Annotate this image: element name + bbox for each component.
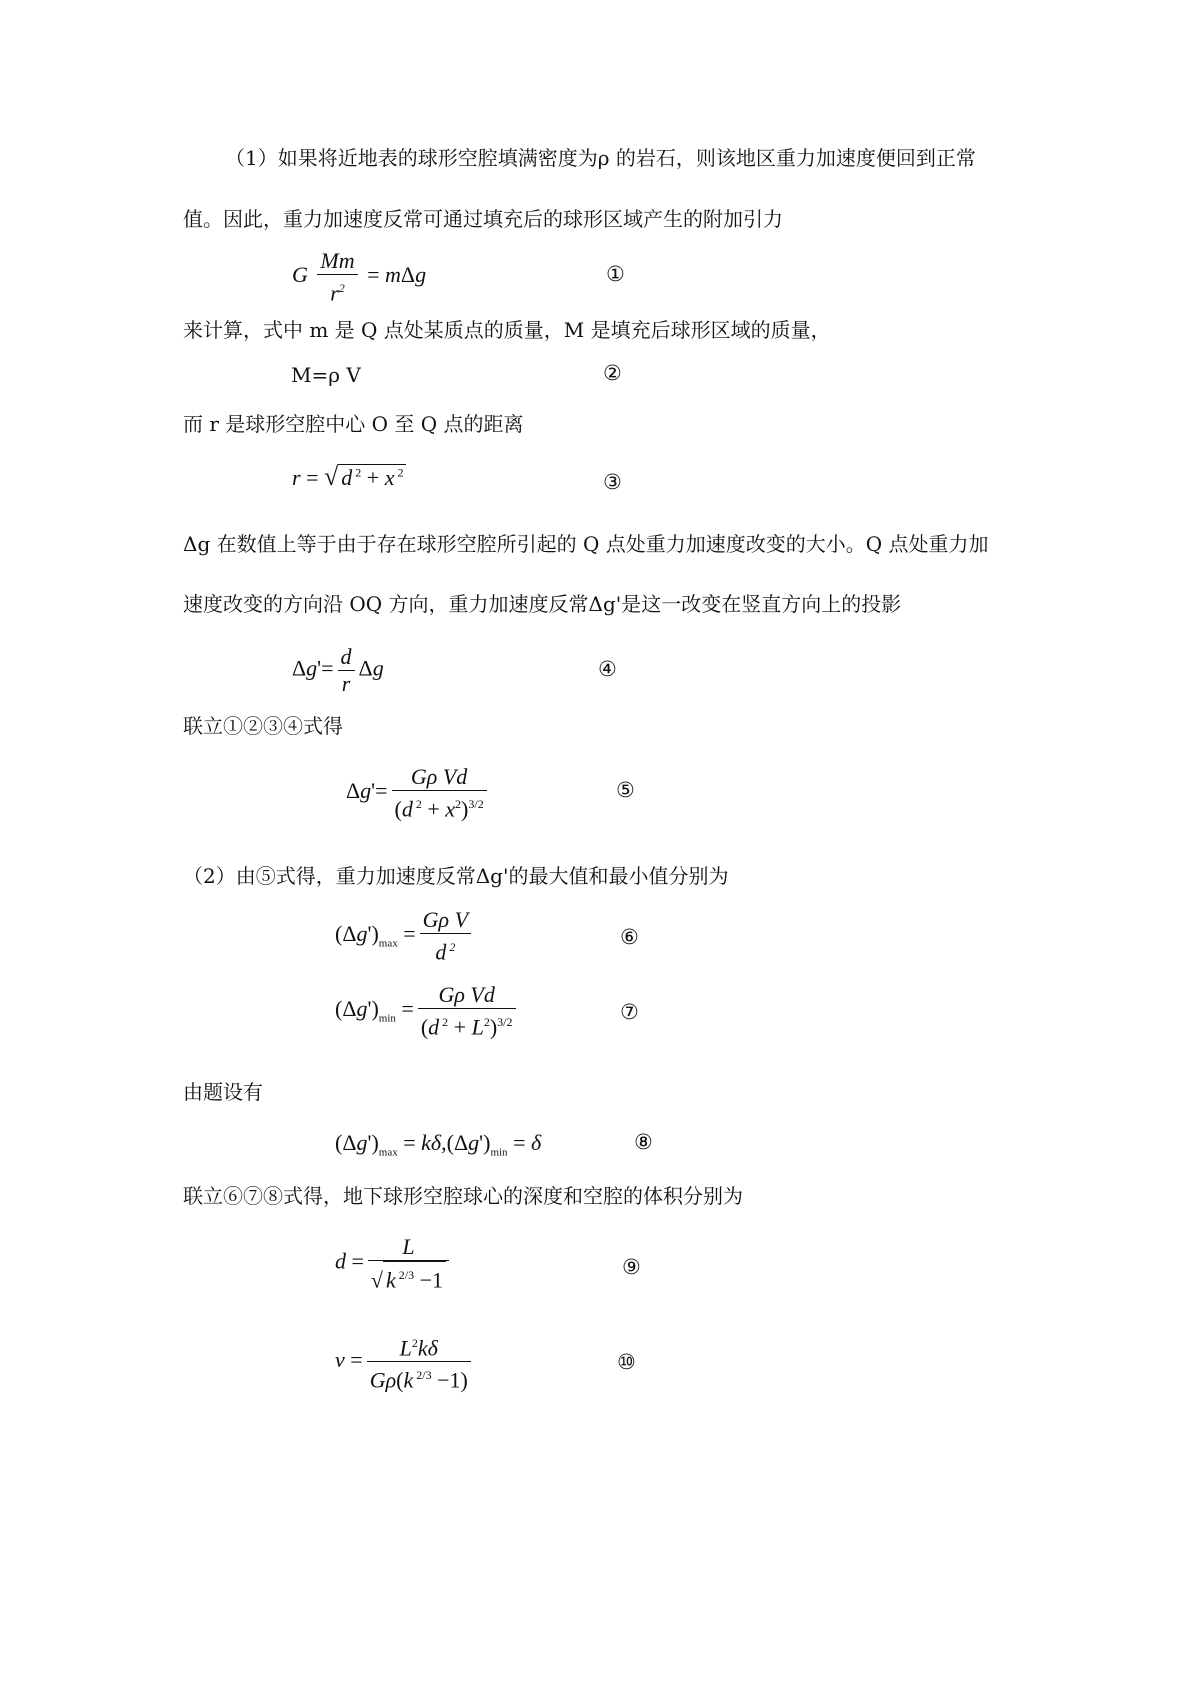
equation-7: $(\Delta g')_{min}$ = $\frac{\text{Gρ Vd}}{(d ^2 + L^2)^{3/2}}$ (335, 982, 520, 1040)
equation-marker-6: ⑥ (620, 925, 639, 949)
equation-9: d = $\frac{L}{√ k ^{2/3} -1}$ (335, 1234, 453, 1293)
text-delta-g-line-1: Δg 在数值上等于由于存在球形空腔所引起的 Q 点处重力加速度改变的大小。Q 点处重力加 (183, 532, 989, 556)
equation-6: $(\Delta g')_{max}$ = $\frac{\text{Gρ V}}{d ^2}$ (335, 907, 475, 965)
paragraph-1-line-2: 值。因此，重力加速度反常可通过填充后的球形区域产生的附加引力 (183, 207, 783, 231)
equation-marker-8: ⑧ (634, 1130, 653, 1154)
text-given: 由题设有 (183, 1080, 263, 1104)
text-combine-2: 联立⑥⑦⑧式得，地下球形空腔球心的深度和空腔的体积分别为 (183, 1184, 743, 1208)
equation-marker-5: ⑤ (616, 778, 635, 802)
text-delta-g-line-2: 速度改变的方向沿 OQ 方向，重力加速度反常Δg'是这一改变在竖直方向上的投影 (183, 592, 902, 616)
equation-1: G $\frac{Mm}{r^2}$ = mΔg (292, 248, 427, 306)
equation-marker-9: ⑨ (622, 1255, 641, 1279)
equation-marker-4: ④ (598, 657, 617, 681)
text-distance-definition: 而 r 是球形空腔中心 O 至 Q 点的距离 (183, 412, 524, 436)
text-mass-definition: 来计算，式中 m 是 Q 点处某质点的质量，M 是填充后球形区域的质量， (183, 318, 831, 342)
equation-marker-10: ⑩ (617, 1350, 636, 1374)
equation-4: Δg'= $\frac{d}{r}$ Δg (292, 644, 384, 696)
equation-marker-1: ① (606, 262, 625, 286)
equation-5: Δg'= $\frac{\text{Gρ Vd}}{(d ^2 + x^2)^{3/2}}$ (346, 764, 491, 822)
text-part-2: （2）由⑤式得，重力加速度反常Δg'的最大值和最小值分别为 (183, 864, 729, 888)
equation-2: M=ρ V (291, 363, 361, 387)
equation-8: $(\Delta g')_{max} = k\delta,(\Delta g')_{min} = \delta$ (335, 1130, 542, 1159)
equation-marker-3: ③ (603, 470, 622, 494)
paragraph-1-line-1: （1）如果将近地表的球形空腔填满密度为ρ 的岩石，则该地区重力加速度便回到正常 (225, 146, 976, 170)
equation-10: v = $\frac{L^2k\delta}{G\rho(k ^{2/3} -1)}$ (335, 1330, 475, 1394)
equation-marker-7: ⑦ (620, 1000, 639, 1024)
text-combine-1: 联立①②③④式得 (183, 714, 343, 738)
equation-3: r = √ d $^2$ + x $^2$ (292, 462, 406, 492)
equation-marker-2: ② (603, 361, 622, 385)
